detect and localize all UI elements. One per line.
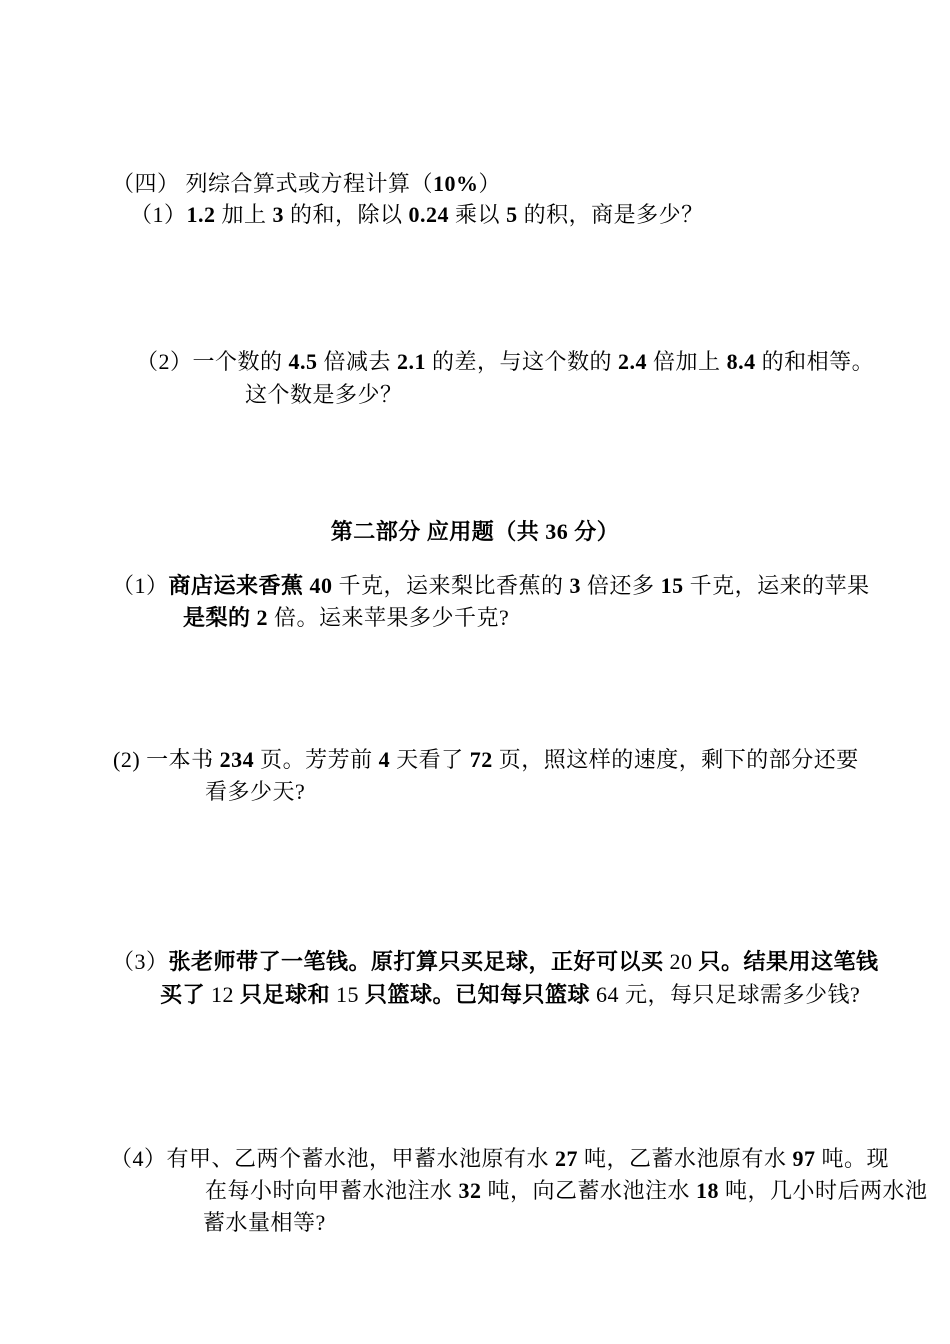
section-four-question-1 [130, 201, 704, 228]
part-two-question-4-line-2 [205, 1177, 928, 1204]
body-text: 的和相等。 [755, 349, 875, 374]
number-text: 72 [469, 747, 493, 772]
emphasis-text: 买了 [160, 982, 206, 1007]
section-four-question-2-line-1 [136, 348, 874, 375]
body-text: （1） [130, 202, 187, 227]
body-text: 看多少天? [205, 779, 306, 804]
number-text: 5 [506, 202, 518, 227]
emphasis-text: 只足球和 [240, 982, 331, 1007]
body-text: 页，照这样的速度，剩下的部分还要 [492, 747, 859, 772]
emphasis-text: 只篮球。已知每只篮球 [365, 982, 591, 1007]
emphasis-text: 商店运来香蕉 [168, 573, 304, 598]
body-text: 的积，商是多少？ [517, 202, 704, 227]
number-text: 36 [545, 519, 569, 544]
body-text: 乘以 [449, 202, 507, 227]
body-text: 15 [330, 982, 366, 1007]
body-text: 吨，向乙蓄水池注水 [481, 1178, 697, 1203]
body-text: 分） [568, 519, 620, 544]
body-text: 12 [205, 982, 241, 1007]
body-text: （1） [112, 573, 169, 598]
body-text: (2) 一本书 [113, 747, 220, 772]
body-text: （3） [112, 949, 169, 974]
part-two-question-4-line-3 [203, 1209, 326, 1236]
body-text: 千克，运来梨比香蕉的 [332, 573, 570, 598]
body-text: 加上 [215, 202, 273, 227]
body-text: 千克，运来的苹果 [683, 573, 870, 598]
number-text: 3 [272, 202, 285, 227]
body-text: 64 元，每只足球需多少钱? [590, 982, 861, 1007]
number-text: 27 [555, 1146, 579, 1171]
emphasis-text: 只。结果用这笔钱 [698, 949, 879, 974]
body-text: 吨，乙蓄水池原有水 [578, 1146, 793, 1171]
emphasis-text: 张老师带了一笔钱。原打算只买足球，正好可以买 [168, 949, 664, 974]
body-text: （四） 列综合算式或方程计算（ [112, 171, 434, 196]
part-two-question-3-line-1 [112, 948, 879, 975]
number-text: 0.24 [408, 202, 450, 227]
number-text: 8.4 [726, 349, 756, 374]
body-text: 倍减去 [317, 349, 398, 374]
number-text: 18 [696, 1178, 720, 1203]
number-text: 15 [660, 573, 684, 598]
number-text: 2 [256, 605, 269, 630]
body-text: 倍。运来苹果多少千克? [268, 605, 510, 630]
part-two-heading [0, 518, 950, 545]
emphasis-text: 是梨的 [183, 605, 251, 630]
number-text: 3 [569, 573, 582, 598]
number-text: 97 [792, 1146, 816, 1171]
body-text: 的和，除以 [284, 202, 409, 227]
part-two-question-1-line-2 [183, 604, 509, 631]
number-text: 4 [378, 747, 391, 772]
body-text: 天看了 [390, 747, 470, 772]
section-four-heading [112, 170, 501, 197]
number-text: 234 [219, 747, 255, 772]
number-text: 32 [458, 1178, 482, 1203]
body-text: 的差，与这个数的 [426, 349, 619, 374]
body-text: 第二部分 应用题（共 [330, 519, 546, 544]
body-text: （4）有甲、乙两个蓄水池，甲蓄水池原有水 [110, 1146, 556, 1171]
body-text: 20 [663, 949, 699, 974]
body-text: 在每小时向甲蓄水池注水 [205, 1178, 459, 1203]
body-text: ） [478, 171, 502, 196]
body-text: 吨，几小时后两水池 [719, 1178, 928, 1203]
part-two-question-2-line-1 [113, 746, 859, 773]
number-text: 1.2 [186, 202, 216, 227]
body-text: 吨。现 [815, 1146, 890, 1171]
number-text: 40 [309, 573, 333, 598]
section-four-question-2-line-2 [245, 381, 403, 408]
body-text: （2）一个数的 [136, 349, 289, 374]
part-two-question-3-line-2 [160, 981, 860, 1008]
number-text: 10% [433, 171, 479, 196]
body-text: 倍还多 [581, 573, 661, 598]
part-two-question-1-line-1 [112, 572, 870, 599]
number-text: 4.5 [288, 349, 318, 374]
number-text: 2.4 [618, 349, 648, 374]
body-text: 倍加上 [647, 349, 727, 374]
part-two-question-4-line-1 [110, 1145, 889, 1172]
body-text: 这个数是多少？ [245, 382, 403, 407]
body-text: 蓄水量相等? [203, 1210, 326, 1235]
number-text: 2.1 [397, 349, 427, 374]
body-text: 页。芳芳前 [254, 747, 379, 772]
part-two-question-2-line-2 [205, 778, 305, 805]
